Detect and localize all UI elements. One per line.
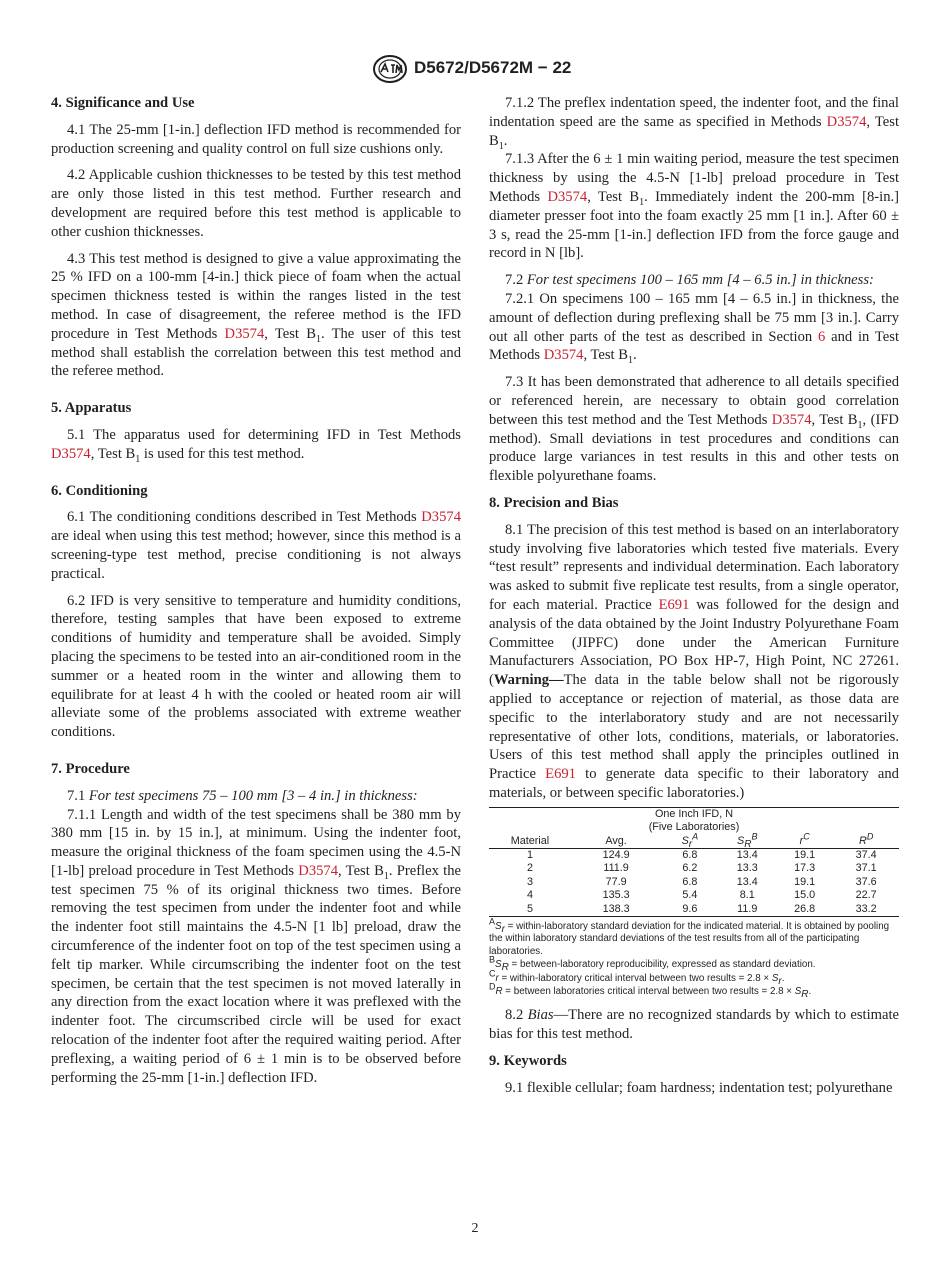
link-d3574[interactable]: D3574 bbox=[543, 347, 584, 364]
link-e691[interactable]: E691 bbox=[545, 766, 576, 783]
link-d3574[interactable]: D3574 bbox=[224, 325, 265, 342]
table-row: 4 135.3 5.4 8.1 15.0 22.7 bbox=[526, 889, 877, 902]
col-header: $S_R^B$ bbox=[719, 835, 776, 849]
link-section-6[interactable]: 6 bbox=[818, 328, 826, 345]
table-header-row bbox=[489, 835, 899, 849]
para-4-3: 4.3 This test method is designed to give a value approximating the 25 % IFD on a 100-mm [4-in.] thick piece of foam when the actual specimen thickness tested is within the ranges listed in the test method. In case of disagreement, the referee method is the IFD procedure in Test Methods D3574, Test $B_1$. The user of this test method shall establish the correlation between this test method and the referee method. bbox=[51, 250, 461, 380]
link-d3574[interactable]: D3574 bbox=[547, 188, 588, 205]
page-number: 2 bbox=[471, 1221, 479, 1236]
para-7-1-3: 7.1.3 After the 6 ± 1 min waiting period, measure the test specimen thickness by using the 4.5-N [1-lb] preload procedure in Test Methods D3574, Test $B_1$. Immediately indent the 200-mm [8-in.] diameter presser foot into the foam exactly 25 mm [1 in.]. After 60 ± 3 s, read the 25-mm [1-in.] deflection IFD from the force gauge and record in N [lb]. bbox=[489, 151, 899, 262]
right-column bbox=[489, 94, 899, 1106]
para-6-1: 6.1 The conditioning conditions described in Test Methods D3574 are ideal when using this test method; however, since this method is a screening-type test method, precise conditioning is not always practical. bbox=[51, 509, 461, 582]
link-d3574[interactable]: D3574 bbox=[826, 113, 867, 130]
para-9-1: 9.1 flexible cellular; foam hardness; indentation test; polyurethane bbox=[505, 1079, 893, 1096]
para-7-3: 7.3 It has been demonstrated that adherence to all details specified or referenced herein, are necessary to obtain good correlation between this test method and the Test Methods D3574, Test $B_1$, (IFD method). Small deviations in test procedures and conditions can produce large variances in test results in this and other tests on flexible polyurethane foams. bbox=[489, 374, 899, 485]
table-caption-sub: (Five Laboratories) bbox=[648, 821, 740, 834]
para-7-1-2: 7.1.2 The preflex indentation speed, the indenter foot, and the final indentation speed are the same as specified in Methods D3574, Test $B_1$. bbox=[489, 95, 899, 152]
footnote-c: $^C$r = within-laboratory critical interval between two results = $2.8 \times S_r$. bbox=[489, 968, 785, 987]
para-7-1: 7.1 For test specimens 75 – 100 mm [3 – 4 in.] in thickness: bbox=[67, 787, 418, 804]
link-d3574[interactable]: D3574 bbox=[51, 445, 91, 462]
left-column bbox=[51, 94, 461, 1095]
link-d3574[interactable]: D3574 bbox=[298, 862, 339, 879]
footnote-a: $^AS_r$ = within-laboratory standard deviation for the indicated material. It is obtained by pooling the within laboratory standard deviations of the test results from all of the participating laboratories. bbox=[489, 916, 890, 957]
precision-table bbox=[489, 807, 899, 917]
para-7-1-1: 7.1.1 Length and width of the test specimens shall be 380 mm by 380 mm [15 in. by 15 in.], at minimum. Using the indenter foot, measure the original thickness of the foam specimen using the 4.5-N [1-lb] preload procedure in Test Methods D3574, Test $B_1$. Preflex the test specimen 75 % of its original thickness two times. Before removing the test specimen from under the indenter foot and while the indenter foot still maintains the 4.5-N [1 lb] preload, draw the circumference of the indenter foot on top of the test specimen using a felt tip marker. While circumscribing the indenter foot on the test specimen, be certain that the test specimen is not moved laterally in any direction from the exact location where it was preflexed with the indenter foot. The circumscribed circle will be used for exact relocation of the indenter foot after the required waiting period. After preflexing, a waiting period of 6 ± 1 min is to be observed before performing the 25-mm [1-in.] deflection IFD. bbox=[51, 806, 461, 1086]
link-d3574[interactable]: D3574 bbox=[421, 509, 461, 526]
section-4-heading: 4. Significance and Use bbox=[51, 95, 195, 111]
link-e691[interactable]: E691 bbox=[658, 596, 690, 613]
para-7-2: 7.2 For test specimens 100 – 165 mm [4 – 6.5 in.] in thickness: bbox=[505, 272, 874, 289]
table-caption: One Inch IFD, N bbox=[654, 807, 733, 820]
para-6-2: 6.2 IFD is very sensitive to temperature and humidity conditions, therefore, testing samples that have been exposed to extreme conditions of humidity and temperature shall be avoided. Simply placing the specimens to be tested into an air-conditioned room in the summer or a heated room in the winter and allowing them to equilibrate for at least 4 h with the cooled or heated room air will alleviate some of the problems associated with extreme weather conditions. bbox=[51, 592, 461, 741]
footnote-b: $^BS_R$ = between-laboratory reproducibility, expressed as standard deviation. bbox=[489, 954, 816, 974]
table-row: 5 138.3 9.6 11.9 26.8 33.2 bbox=[526, 902, 877, 915]
para-8-2: 8.2 Bias—There are no recognized standards by which to estimate bias for this test method. bbox=[489, 1007, 899, 1043]
section-5-heading: 5. Apparatus bbox=[51, 400, 132, 417]
footnote-d: $^D$R = between laboratories critical interval between two results = $2.8 \times S_R$. bbox=[489, 981, 812, 1000]
para-7-2-1: 7.2.1 On specimens 100 – 165 mm [4 – 6.5 in.] in thickness, the amount of deflection during preflexing shall be 75 mm [3 in.]. Carry out all other parts of the test as described in Section 6 and in Test Methods D3574, Test $B_1$. bbox=[489, 290, 900, 367]
table-row: 2 111.9 6.2 13.3 17.3 37.1 bbox=[526, 862, 877, 875]
table-row: 3 77.9 6.8 13.4 19.1 37.6 bbox=[526, 875, 877, 888]
col-header: $S_r^A$ bbox=[661, 835, 718, 849]
table-row: 1 124.9 6.8 13.4 19.1 37.4 bbox=[526, 848, 877, 861]
page-header bbox=[0, 54, 950, 86]
para-4-1: 4.1 The 25-mm [1-in.] deflection IFD method is recommended for production screening and quality control on full size cushions only. bbox=[51, 121, 461, 157]
section-6-heading: 6. Conditioning bbox=[51, 482, 148, 499]
para-4-2: 4.2 Applicable cushion thicknesses to be tested by this test method are only those listed in this test method. Further research and development are required before this test method is applicable to other cushion thicknesses. bbox=[51, 167, 461, 240]
para-8-1: 8.1 The precision of this test method is based on an interlaboratory study involving five laboratories which tested five materials. Every “test result” represents and individual determination. Each laboratory was asked to submit five replicate test results, from a single operator, for each material. Practice E691 was followed for the design and analysis of the data obtained by the Joint Industry Polyurethane Foam Committee (JIPFC) done under the American Furniture Manufacturers Association, PO Box HP-7, High Point, NC 27261. (Warning—The data in the table below shall not be rigorously applied to acceptance or rejection of material, as those data are specific to the interlaboratory study and are not necessarily representative of other lots, conditions, materials, or laboratories. Users of this test method shall apply the principles outlined in Practice E691 to generate data specific to their laboratory and materials, or between specific laboratories.) bbox=[489, 521, 900, 801]
section-7-heading: 7. Procedure bbox=[51, 760, 130, 777]
link-d3574[interactable]: D3574 bbox=[771, 411, 812, 428]
col-header: Material bbox=[489, 835, 571, 849]
section-8-heading: 8. Precision and Bias bbox=[489, 494, 619, 511]
para-5-1: 5.1 The apparatus used for determining IFD in Test Methods D3574, Test $B_1$ is used for this test method. bbox=[51, 426, 461, 465]
astm-logo-icon bbox=[372, 54, 408, 84]
document-id: D5672/D5672M − 22 bbox=[414, 58, 572, 77]
col-header: $r^C$ bbox=[776, 835, 833, 849]
col-header: Avg. bbox=[571, 835, 661, 849]
section-9-heading: 9. Keywords bbox=[489, 1052, 567, 1069]
col-header: $R^D$ bbox=[833, 835, 899, 849]
